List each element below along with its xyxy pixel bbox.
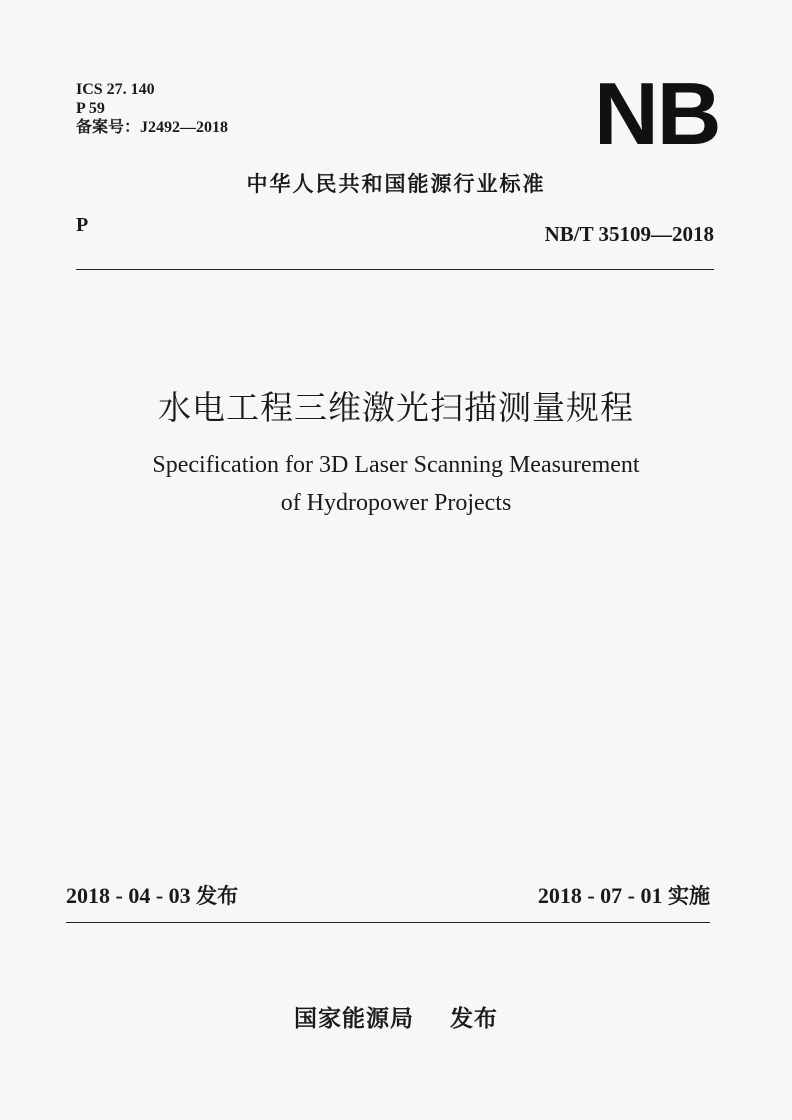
ics-code: ICS 27. 140 bbox=[76, 81, 155, 98]
issue-date bbox=[66, 880, 238, 910]
publisher-label: 发布 bbox=[450, 1006, 499, 1032]
title-english-line-2: of Hydropower Projects bbox=[280, 490, 512, 516]
issue-label: 发布 bbox=[196, 884, 239, 908]
issue-date-value: 2018 - 04 - 03 bbox=[66, 883, 191, 908]
publisher-line bbox=[0, 1000, 792, 1033]
record-number: 备案号：J2492—2018 bbox=[76, 119, 229, 136]
nb-logo: NB bbox=[594, 64, 720, 163]
bottom-divider bbox=[66, 922, 710, 923]
classification-block bbox=[76, 80, 228, 137]
category-letter: P bbox=[76, 214, 89, 236]
industry-standard-heading: 中华人民共和国能源行业标准 bbox=[246, 172, 546, 196]
title-chinese: 水电工程三维激光扫描测量规程 bbox=[158, 388, 634, 427]
implementation-label: 实施 bbox=[668, 884, 710, 908]
implementation-date bbox=[538, 880, 710, 910]
standard-number: NB/T 35109—2018 bbox=[544, 222, 714, 246]
dates-row bbox=[66, 880, 710, 916]
publisher-name: 国家能源局 bbox=[293, 1006, 414, 1032]
title-english bbox=[0, 446, 792, 522]
top-divider bbox=[76, 269, 714, 270]
ccs-code: P 59 bbox=[76, 100, 105, 117]
implementation-date-value: 2018 - 07 - 01 bbox=[537, 883, 663, 908]
title-english-line-1: Specification for 3D Laser Scanning Measurement bbox=[152, 452, 640, 478]
